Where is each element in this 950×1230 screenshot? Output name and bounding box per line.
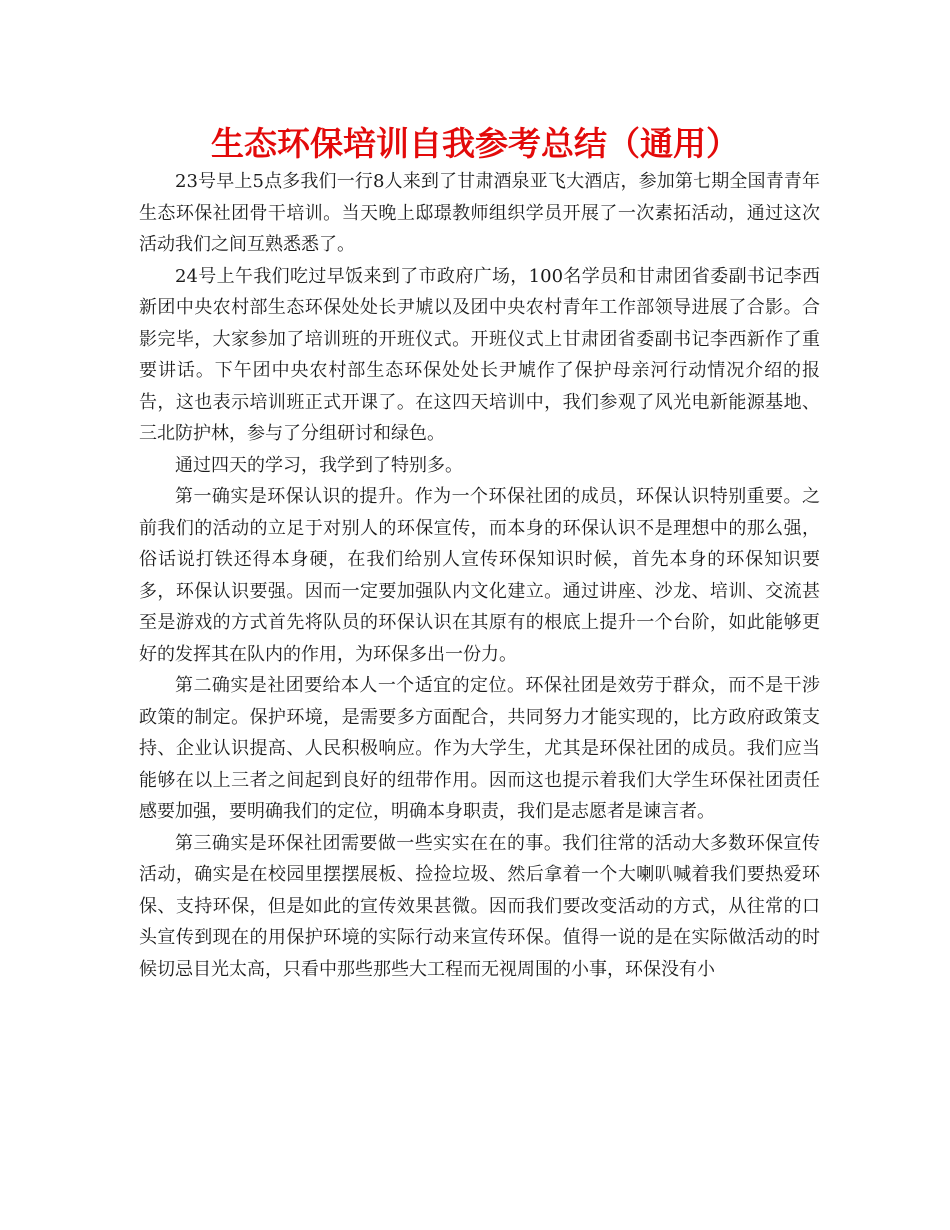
document-title: 生态环保培训自我参考总结（通用） [211, 124, 739, 163]
paragraph: 24号上午我们吃过早饭来到了市政府广场，100名学员和甘肃团省委副书记李西新团中央农村部生态环保处处长尹虓以及团中央农村青年工作部领导进展了合影。合影完毕，大家参加了培训班的开班仪式。开班仪式上甘肃团省委副书记李西新作了重要讲话。下午团中央农村部生态环保处处长尹虓作了保护母亲河行动情况介绍的报告，这也表示培训班正式开课了。在这四天培训中，我们参观了风光电新能源基地、三北防护林，参与了分组研讨和绿色。 [139, 265, 820, 444]
document-body [139, 166, 820, 985]
paragraph: 第三确实是环保社团需要做一些实实在在的事。我们往常的活动大多数环保宣传活动，确实是在校园里摆摆展板、捡捡垃圾、然后拿着一个大喇叭喊着我们要热爱环保、支持环保，但是如此的宣传效果甚微。因而我们要改变活动的方式，从往常的口头宣传到现在的用保护环境的实际行动来宣传环保。值得一说的是在实际做活动的时候切忌目光太高，只看中那些那些大工程而无视周围的小事，环保没有小 [139, 832, 820, 980]
paragraph: 第二确实是社团要给本人一个适宜的定位。环保社团是效劳于群众，而不是干涉政策的制定。保护环境，是需要多方面配合，共同努力才能实现的，比方政府政策支持、企业认识提高、人民积极响应。作为大学生，尤其是环保社团的成员。我们应当能够在以上三者之间起到良好的纽带作用。因而这也提示着我们大学生环保社团责任感要加强，要明确我们的定位，明确本身职责，我们是志愿者是谏言者。 [139, 675, 820, 822]
paragraph: 通过四天的学习，我学到了特别多。 [175, 454, 463, 476]
paragraph: 23号早上5点多我们一行8人来到了甘肃酒泉亚飞大酒店，参加第七期全国青青年生态环保社团骨干培训。当天晚上邸璟教师组织学员开展了一次素拓活动，通过这次活动我们之间互熟悉悉了。 [139, 171, 820, 255]
paragraph: 第一确实是环保认识的提升。作为一个环保社团的成员，环保认识特别重要。之前我们的活动的立足于对别人的环保宣传，而本身的环保认识不是理想中的那么强，俗话说打铁还得本身硬，在我们给别人宣传环保知识时候，首先本身的环保知识要多，环保认识要强。因而一定要加强队内文化建立。通过讲座、沙龙、培训、交流甚至是游戏的方式首先将队员的环保认识在其原有的根底上提升一个台阶，如此能够更好的发挥其在队内的作用，为环保多出一份力。 [139, 486, 820, 665]
